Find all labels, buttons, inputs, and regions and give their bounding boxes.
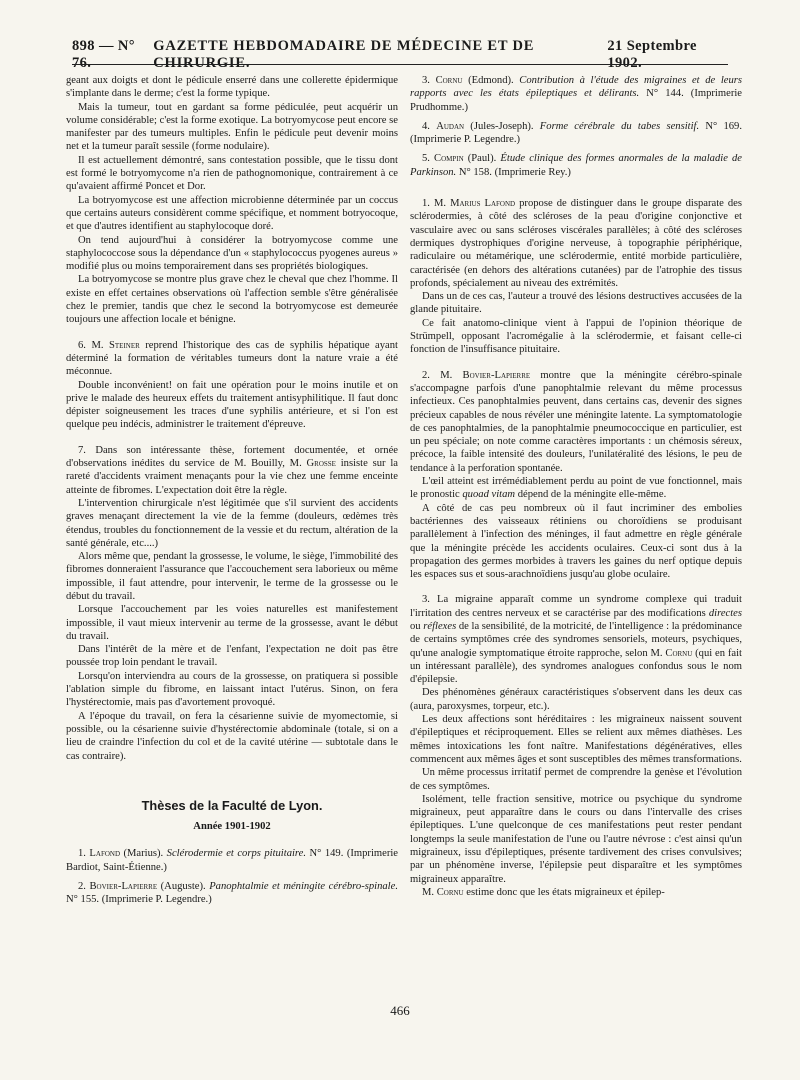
- paragraph-6: [66, 339, 398, 379]
- ref-number: 5.: [422, 153, 430, 165]
- paragraph: Ce fait anatomo-clinique vient à l'appui de l'opinion théorique de Strümpell, opposant l'acromégalie à la sclérodermie, et faisant celle-ci fonction de l'insuffisance pituitaire.: [410, 317, 742, 356]
- item-number: 2.: [422, 369, 430, 381]
- section-title: Thèses de la Faculté de Lyon.: [141, 797, 323, 813]
- author-given-name: (Edmond).: [468, 75, 514, 86]
- thesis-reference: [410, 120, 742, 147]
- paragraph: Des phénomènes généraux caractéristiques s'observent dans les deux cas (aura, paroxysmes, torpeur, etc.).: [410, 687, 742, 712]
- page-header: [72, 38, 728, 71]
- thesis-title: Panophtalmie et méningite cérébro-spinale.: [209, 881, 398, 893]
- thesis-details: N° 144. (Imprimerie Prudhomme.): [410, 88, 742, 113]
- author-name: M. Cornu: [422, 886, 464, 898]
- paragraph: [410, 886, 742, 899]
- thesis-details: N° 169. (Imprimerie P. Legendre.): [410, 120, 743, 146]
- paragraph: Lorsque l'accouchement par les voies naturelles est manifestement impossible, il vaut mieux intervenir au terme de la grossesse, avant le début du travail.: [66, 604, 398, 642]
- paragraph: La botryomycose est une affection microbienne déterminée par un coccus que certains auteurs considèrent comme spécifique, et nomment botryocoque, et que d'autres identifient au staphylocoque doré.: [66, 194, 398, 233]
- thesis-details: N° 149. (Imprimerie Bardiot, Saint-Étienne.): [66, 848, 398, 873]
- author-name: M. Cornu: [650, 647, 693, 659]
- section-year: Année 1901-1902: [193, 821, 271, 833]
- ref-number: 4.: [422, 120, 430, 132]
- ref-number: 2.: [78, 881, 86, 893]
- item-number: 7.: [78, 444, 86, 456]
- italic-term: réflexes: [423, 620, 457, 632]
- item-number: 6.: [78, 339, 86, 351]
- spacer: [410, 581, 742, 593]
- ref-number: 1.: [78, 848, 86, 860]
- author-name: Compin: [434, 153, 464, 165]
- paragraph-2: [410, 369, 742, 475]
- spacer: [410, 185, 742, 197]
- paragraph: [410, 475, 742, 502]
- author-name: Bovier-Lapierre: [89, 881, 158, 893]
- paragraph-7: [66, 444, 398, 497]
- paragraph: Lorsqu'on interviendra au cours de la grossesse, on pratiquera si possible l'ablation simple du fibrome, en laissant intact l'utérus. Sinon, on fera l'hystérectomie, mais pas d'avortement provoqué.: [66, 670, 398, 709]
- paragraph-text: reprend l'historique des cas de syphilis hépatique ayant déterminé la formation de véritables tumeurs dont la nature vraie a été méconnue.: [66, 339, 399, 378]
- journal-title: GAZETTE HEBDOMADAIRE DE MÉDECINE ET DE CHIRURGIE.: [153, 38, 535, 71]
- paragraph: A l'époque du travail, on fera la césarienne suivie de myomectomie, si possible, ou la césarienne suivie d'hystérectomie abdominale (totale, si on a lieu de craindre l'infection du col et de la cavité utérine — subtotale dans le cas contraire).: [66, 710, 398, 762]
- item-number: 1.: [422, 198, 430, 210]
- author-given-name: (Marius).: [123, 848, 164, 860]
- paragraph-text: La migraine apparaît comme un syndrome complexe qui traduit l'irritation des centres nerveux et se caractérise par des modifications: [410, 594, 742, 619]
- author-name: M. Marius Lafond: [433, 198, 516, 210]
- thesis-reference: [410, 74, 742, 114]
- paragraph-text: Dans son intéressante thèse, fortement documentée, et ornée d'observations inédites du service de M. Bouilly,: [66, 444, 398, 470]
- paragraph: Mais la tumeur, tout en gardant sa forme pédiculée, peut acquérir un volume considérable; c'est la forme exotique. La botryomycose peut encore se manifester par des tumeurs multiples. Enfin le pédicule peut devenir moins net et la tumeur paraît sessile (forme nodulaire).: [66, 101, 398, 153]
- thesis-reference: [410, 152, 742, 179]
- paragraph: Un même processus irritatif permet de comprendre la genèse et l'évolution de ces symptômes.: [410, 767, 742, 792]
- paragraph: La botryomycose se montre plus grave chez le cheval que chez l'homme. Il existe en effet certaines observations où l'affection semble s'être généralisée chez le premier, tandis que chez le second la botryomycose est demeurée toujours une affection locale et bénigne.: [66, 274, 398, 326]
- paragraph-text: ou: [410, 620, 424, 632]
- author-given-name: (Auguste).: [160, 881, 206, 893]
- thesis-title: Contribution à l'étude des migraines et de leurs rapports avec les états épileptiques et délirants.: [410, 75, 743, 100]
- page-number: 898 — N° 76.: [72, 38, 135, 71]
- author-name: Lafond: [89, 848, 121, 860]
- paragraph-1: [410, 197, 742, 290]
- ref-number: 3.: [422, 75, 430, 86]
- paragraph-text: de la sensibilité, de la motricité, de l'intelligence : la prédominance de certains symptômes crée des syndromes sensoriels, moteurs, psychiques, qu'une analogie symptomatique étroite rapproche, selon: [410, 620, 742, 659]
- spacer: [66, 763, 398, 789]
- paragraph-text: insiste sur la rareté d'accidents vraiment menaçants pour la vie chez une femme enceinte atteinte de fibromes. L'expectation doit être la règle.: [66, 458, 398, 496]
- paragraph-3: [410, 593, 742, 686]
- latin-phrase: quoad vitam: [462, 489, 516, 501]
- paragraph: Alors même que, pendant la grossesse, le volume, le siège, l'immobilité des fibromes donneraient l'assurance que l'accouchement sera laborieux ou même impossible, il faut attendre, pour intervenir, le terme de la grossesse ou le début du travail.: [66, 551, 398, 602]
- paragraph-text: montre que la méningite cérébro-spinale s'accompagne parfois d'une panophtalmie relevant du même processus infectieux. Ces panophtalmies peuvent, dans certains cas, devenir des signes précieux capables de nous révéler une méningite latente. La symptomatologie de ces panophtalmies, de la panophtalmie pneumococcique en particulier, est un peu spéciale; on note comme caractères importants : un chémosis séreux, précoce, la faible intensité des douleurs, l'unilatéralité des lésions, le peu de tendance à la perforation spontanée.: [410, 369, 742, 474]
- paragraph-text: (qui en fait un intéressant parallèle), des syndromes analogues confondus sous le nom d'épilepsie.: [410, 647, 742, 686]
- paragraph: Il est actuellement démontré, sans contestation possible, que le tissu dont est formé le botryomycome n'a rien de pathognomonique, contrairement à ce qu'avaient affirmé Poncet et Dor.: [66, 154, 398, 193]
- paragraph: On tend aujourd'hui à considérer la botryomycose comme une staphylococcose sous la dépendance d'un « staphylococcus pyogenes aureus » modifié plus ou moins temporairement dans ses propriétés biologiques.: [66, 234, 398, 273]
- thesis-title: Sclérodermie et corps pituitaire.: [166, 848, 307, 860]
- spacer: [410, 357, 742, 369]
- page-footer-number: 466: [390, 1003, 410, 1018]
- header-rule: [72, 64, 728, 65]
- author-name: M. Bovier-Lapierre: [440, 369, 531, 381]
- paragraph-text: propose de distinguer dans le groupe disparate des sclérodermies, à côté des scléroses de la peau d'origine conjonctive et vasculaire avec ou sans scléroses viscérales parallèles; à côté des scléroses dermiques dystrophiques d'origine nerveuse, à topographie périphérique, radiculaire ou métamérique, une sclérodermie, entité morbide particulière, caractérisée (en dehors des altérations cutanées) par de l'atrophie des tissus profonds, spécialement au niveau des extrémités.: [410, 198, 743, 289]
- paragraph: Isolément, telle fraction sensitive, motrice ou psychique du syndrome migraineux, peut apparaître dans le cours ou dans l'intervalle des crises épileptiques. L'une quelconque de ces manifestations peut rester pendant longtemps la seule manifestation de l'une ou l'autre névrose : c'est ainsi qu'un migraineux, issu d'épileptiques, présente tardivement des crises convulsives; par un phénomène inverse, l'épilepsie peut disparaître et les symptômes migraineux apparaître.: [410, 793, 742, 885]
- issue-date: 21 Septembre 1902.: [607, 38, 697, 71]
- italic-term: directes: [708, 607, 742, 619]
- paragraph: A côté de cas peu nombreux où il faut incriminer des embolies bactériennes des vaisseaux rétiniens ou choroïdiens se produisant parallèlement à l'infection des méninges, il faut admettre en règle générale que la méningite précède les accidents oculaires. Ceux-ci sont dus à la propagation des germes morbides à travers les gaines du nerf optique depuis les espaces sus et sous-arachnoïdiens jusqu'au globe oculaire.: [410, 502, 742, 581]
- thesis-title: Forme cérébrale du tabes sensitif.: [539, 120, 700, 132]
- paragraph: L'intervention chirurgicale n'est légitimée que s'il survient des accidents graves menaçant directement la vie de la femme (douleurs, œdèmes très étendus, troubles du fonctionnement de la vessie et du rectum, altération de la santé générale, etc....): [66, 497, 398, 549]
- paragraph: Les deux affections sont héréditaires : les migraineux naissent souvent d'épileptiques et réciproquement. Elles se relient aux mêmes diathèses. Les mêmes intoxications les font naître. Manifestations dégénératives, elles commencent aux mêmes âges et sont susceptibles des mêmes transformations.: [410, 714, 742, 765]
- item-number: 3.: [422, 594, 430, 606]
- paragraph-text: L'œil atteint est irrémédiablement perdu au point de vue fonctionnel, mais le pronostic: [410, 476, 742, 501]
- thesis-details: N° 155. (Imprimerie P. Legendre.): [66, 894, 212, 906]
- author-given-name: (Paul).: [467, 153, 497, 165]
- left-column: [66, 74, 398, 913]
- paragraph: Dans un de ces cas, l'auteur a trouvé des lésions destructives accusées de la glande pituitaire.: [410, 291, 742, 316]
- author-given-name: (Jules-Joseph).: [470, 120, 534, 132]
- author-name: Cornu: [435, 75, 463, 86]
- author-name: Audan: [436, 120, 465, 132]
- author-name: M. Steiner: [91, 339, 140, 351]
- thesis-reference: [66, 847, 398, 874]
- right-column: [410, 74, 742, 899]
- thesis-details: N° 158. (Imprimerie Rey.): [456, 166, 571, 178]
- author-name: M. Grosse: [289, 458, 336, 470]
- paragraph-text: dépend de la méningite elle-même.: [515, 489, 667, 501]
- spacer: [66, 327, 398, 339]
- paragraph-text: estime donc que les états migraineux et épilep-: [463, 886, 665, 898]
- thesis-reference: [66, 880, 398, 907]
- thesis-title: Étude clinique des formes anormales de la maladie de Parkinson.: [410, 153, 742, 178]
- paragraph: Double inconvénient! on fait une opération pour le moins inutile et on prive le malade des heureux effets du traitement antisyphilitique. Il faut donc dépister soigneusement les traces d'une syphilis antérieure, et si l'on est quelque peu indécis, administrer le traitement d'épreuve.: [66, 379, 398, 431]
- paragraph: Dans l'intérêt de la mère et de l'enfant, l'expectation ne doit pas être poussée trop loin pendant le travail.: [66, 644, 398, 669]
- spacer: [66, 432, 398, 444]
- paragraph: geant aux doigts et dont le pédicule enserré dans une collerette épidermique s'implante dans le derme; c'est la forme typique.: [66, 75, 398, 100]
